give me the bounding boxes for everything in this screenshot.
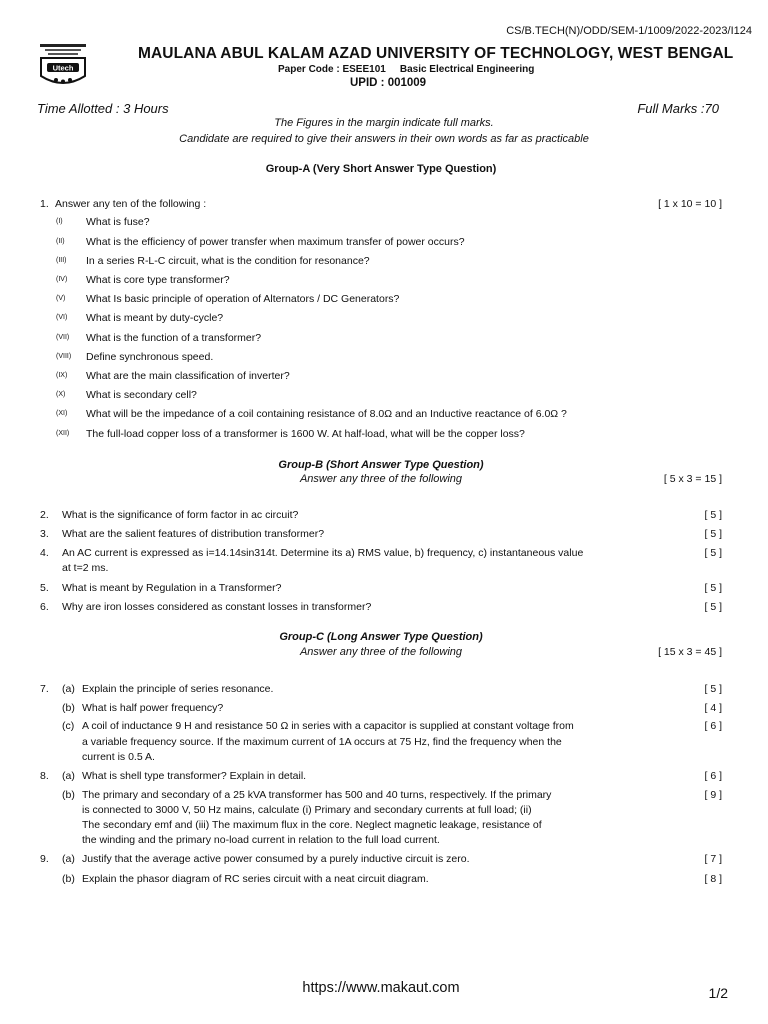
question-marks: [ 5 ] xyxy=(704,582,722,594)
question-number: 1. xyxy=(40,198,49,210)
question-1-header xyxy=(0,198,768,212)
group-a-title: Group-A (Very Short Answer Type Question) xyxy=(265,163,497,175)
question-marks: [ 5 ] xyxy=(704,509,722,521)
list-item xyxy=(0,547,768,561)
list-item xyxy=(0,509,768,523)
question-number: 2. xyxy=(40,509,49,521)
question-text: What are the salient features of distribution transformer? xyxy=(62,528,325,540)
group-b-marks: [ 5 x 3 = 15 ] xyxy=(663,473,722,485)
question-number: 7. xyxy=(40,683,49,695)
university-logo xyxy=(36,42,90,92)
time-allotted: Time Allotted : 3 Hours xyxy=(37,101,169,116)
margin-note: The Figures in the margin indicate full marks. xyxy=(274,117,494,129)
sub-label: (c) xyxy=(62,720,75,732)
upid: UPID : 001009 xyxy=(350,77,427,89)
item-roman-number: (XII) xyxy=(56,430,70,437)
item-roman-number: (IX) xyxy=(56,372,68,379)
question-7b xyxy=(0,702,768,716)
item-text: What is core type transformer? xyxy=(86,274,230,286)
item-text: What are the main classification of inverter? xyxy=(86,370,290,382)
footer-website-link[interactable]: https://www.makaut.com xyxy=(302,980,460,996)
question-marks: [ 6 ] xyxy=(704,770,722,782)
list-item xyxy=(0,428,768,442)
question-text-line: a variable frequency source. If the maximum current of 1A occurs at 75 Hz, find the frequency when the xyxy=(82,736,562,748)
list-item xyxy=(0,293,768,307)
question-text: Explain the phasor diagram of RC series circuit with a neat circuit diagram. xyxy=(82,873,429,885)
list-item xyxy=(0,351,768,365)
item-roman-number: (III) xyxy=(56,257,67,264)
item-text: What is meant by duty-cycle? xyxy=(86,312,224,324)
question-text-line: at t=2 ms. xyxy=(62,562,109,574)
full-marks: Full Marks :70 xyxy=(637,101,719,116)
item-text: What is secondary cell? xyxy=(86,389,197,401)
sub-label: (a) xyxy=(62,853,75,865)
sub-label: (a) xyxy=(62,683,75,695)
item-text: What Is basic principle of operation of Alternators / DC Generators? xyxy=(86,293,400,305)
list-item xyxy=(0,332,768,346)
question-9a xyxy=(0,853,768,867)
list-item xyxy=(0,370,768,384)
question-text: Justify that the average active power consumed by a purely inductive circuit is zero. xyxy=(82,853,470,865)
item-roman-number: (I) xyxy=(56,218,63,225)
question-number: 9. xyxy=(40,853,49,865)
sub-label: (b) xyxy=(62,873,75,885)
item-text: Define synchronous speed. xyxy=(86,351,214,363)
question-text: Why are iron losses considered as constant losses in transformer? xyxy=(62,601,372,613)
question-8a xyxy=(0,770,768,784)
page-number: 1/2 xyxy=(708,985,728,1001)
list-item xyxy=(0,236,768,250)
question-marks: [ 1 x 10 = 10 ] xyxy=(658,198,722,210)
question-text: Explain the principle of series resonance. xyxy=(82,683,274,695)
question-number: 8. xyxy=(40,770,49,782)
paper-code: ESEE101 xyxy=(342,64,386,75)
question-marks: [ 7 ] xyxy=(704,853,722,865)
item-text: In a series R-L-C circuit, what is the condition for resonance? xyxy=(86,255,370,267)
sub-label: (b) xyxy=(62,789,75,801)
sub-label: (b) xyxy=(62,702,75,714)
item-roman-number: (IV) xyxy=(56,276,68,283)
item-roman-number: (VIII) xyxy=(56,353,72,360)
list-item xyxy=(0,216,768,230)
list-item xyxy=(0,255,768,269)
group-c-title: Group-C (Long Answer Type Question) xyxy=(279,631,483,643)
group-b-subtitle: Answer any three of the following xyxy=(299,473,463,485)
item-text: What is the efficiency of power transfer when maximum transfer of power occurs? xyxy=(86,236,465,248)
question-instruction: Answer any ten of the following : xyxy=(55,198,207,210)
question-number: 4. xyxy=(40,547,49,559)
question-marks: [ 6 ] xyxy=(704,720,722,732)
group-b-title: Group-B (Short Answer Type Question) xyxy=(278,459,484,471)
list-item xyxy=(0,408,768,422)
question-marks: [ 5 ] xyxy=(704,528,722,540)
question-text-line: The primary and secondary of a 25 kVA transformer has 500 and 40 turns, respectively. If the primary xyxy=(82,789,552,801)
question-text-line: A coil of inductance 9 H and resistance 50 Ω in series with a capacitor is supplied at constant voltage from xyxy=(82,720,574,732)
item-roman-number: (XI) xyxy=(56,410,68,417)
question-9b xyxy=(0,873,768,887)
question-number: 6. xyxy=(40,601,49,613)
question-marks: [ 5 ] xyxy=(704,547,722,559)
list-item xyxy=(0,582,768,596)
question-text-line: is connected to 3000 V, 50 Hz mains, calculate (i) Primary and secondary currents at full load; (ii) xyxy=(82,804,532,816)
question-text-line: The secondary emf and (iii) The maximum flux in the core. Neglect magnetic leakage, resistance of xyxy=(82,819,542,831)
item-text: The full-load copper loss of a transformer is 1600 W. At half-load, what will be the copper loss? xyxy=(86,428,525,440)
question-text: What is shell type transformer? Explain in detail. xyxy=(82,770,307,782)
question-text-line: current is 0.5 A. xyxy=(82,751,155,763)
question-marks: [ 4 ] xyxy=(704,702,722,714)
question-number: 3. xyxy=(40,528,49,540)
list-item xyxy=(0,274,768,288)
logo-text: Utech xyxy=(52,63,74,73)
question-marks: [ 5 ] xyxy=(704,601,722,613)
question-7c xyxy=(0,720,768,734)
question-text-line: the winding and the primary no-load current in relation to the full load current. xyxy=(82,834,440,846)
question-text: What is meant by Regulation in a Transformer? xyxy=(62,582,282,594)
item-roman-number: (X) xyxy=(56,391,66,398)
group-c-subtitle: Answer any three of the following xyxy=(299,646,463,658)
item-text: What will be the impedance of a coil containing resistance of 8.0Ω and an Inductive reactance of 6.0Ω ? xyxy=(86,408,567,420)
paper-id-code: CS/B.TECH(N)/ODD/SEM-1/1009/2022-2023/I124 xyxy=(506,25,752,37)
list-item xyxy=(0,528,768,542)
group-c-marks: [ 15 x 3 = 45 ] xyxy=(658,646,722,658)
question-text: What is half power frequency? xyxy=(82,702,224,714)
paper-code-label: Paper Code : xyxy=(278,64,340,75)
question-marks: [ 8 ] xyxy=(704,873,722,885)
question-8b xyxy=(0,789,768,803)
item-roman-number: (VI) xyxy=(56,314,68,321)
list-item xyxy=(0,601,768,615)
university-name: MAULANA ABUL KALAM AZAD UNIVERSITY OF TECHNOLOGY, WEST BENGAL xyxy=(138,45,734,62)
list-item xyxy=(0,312,768,326)
instructions-note: Candidate are required to give their answers in their own words as far as practicable xyxy=(179,133,589,145)
question-text: What is the significance of form factor in ac circuit? xyxy=(62,509,299,521)
item-roman-number: (II) xyxy=(56,238,65,245)
item-text: What is the function of a transformer? xyxy=(86,332,262,344)
paper-code-line xyxy=(278,64,534,75)
item-roman-number: (V) xyxy=(56,295,66,302)
list-item xyxy=(0,389,768,403)
question-marks: [ 5 ] xyxy=(704,683,722,695)
sub-label: (a) xyxy=(62,770,75,782)
paper-name: Basic Electrical Engineering xyxy=(399,64,535,75)
question-number: 5. xyxy=(40,582,49,594)
item-text: What is fuse? xyxy=(86,216,150,228)
item-roman-number: (VII) xyxy=(56,334,70,341)
question-text: An AC current is expressed as i=14.14sin314t. Determine its a) RMS value, b) frequency, c) instantaneous value xyxy=(62,547,584,559)
question-marks: [ 9 ] xyxy=(704,789,722,801)
question-7a xyxy=(0,683,768,697)
